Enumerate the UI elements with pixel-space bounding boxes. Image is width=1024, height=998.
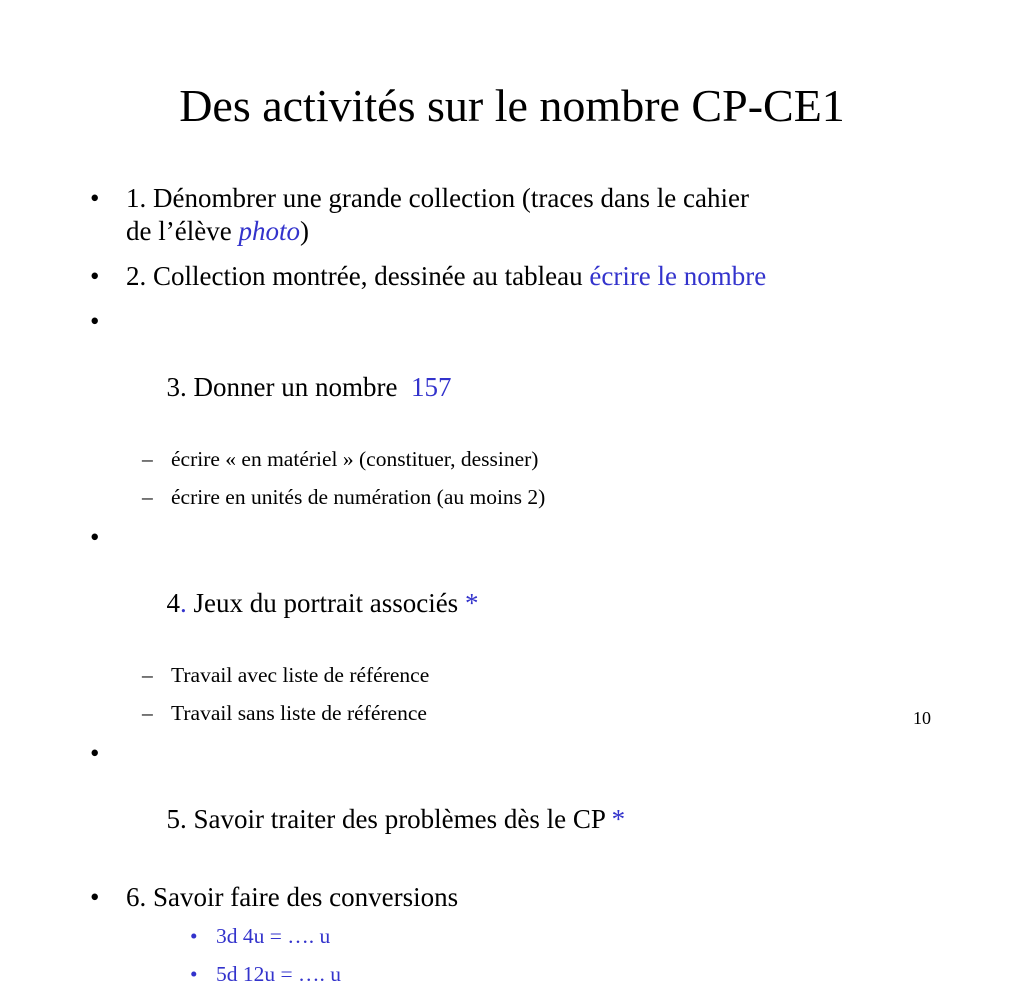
bullet-item-6 [90, 881, 960, 914]
sub-sub-item-6-1-text: 3d 4u = …. u [216, 924, 331, 948]
bullet-item-1-line2-prefix: de l’élève [126, 216, 239, 246]
sub-sub-item-6-2 [90, 960, 960, 988]
ecrire-le-nombre-link[interactable]: écrire le nombre [589, 261, 767, 291]
bullet-item-2-text: 2. Collection montrée, dessinée au tableau [126, 261, 590, 291]
sub-item-4-2-text: Travail sans liste de référence [171, 701, 427, 725]
dash-icon: – [142, 663, 153, 687]
sub-item-4-2 [90, 699, 960, 727]
bullet-dot-icon: • [90, 738, 100, 768]
bullet-dot-icon: • [90, 261, 100, 291]
bullet-dot-icon: • [90, 522, 100, 552]
sub-item-3-1 [90, 445, 960, 473]
sub-item-4-1-text: Travail avec liste de référence [171, 663, 430, 687]
bullet-item-2 [90, 260, 960, 293]
dash-icon: – [142, 485, 153, 509]
bullet-item-4-dot: . [180, 588, 187, 618]
problems-asterisk-link[interactable]: * [611, 804, 626, 834]
sub-item-4-1 [90, 661, 960, 689]
bullet-item-6-text: 6. Savoir faire des conversions [126, 882, 459, 912]
bullet-item-5 [90, 737, 960, 869]
slide-title: Des activités sur le nombre CP-CE1 [179, 80, 845, 131]
number-157-link[interactable]: 157 [410, 372, 452, 402]
bullet-item-3 [90, 305, 960, 437]
sub-item-3-1-text: écrire « en matériel » (constituer, dessiner) [171, 447, 539, 471]
bullet-item-4 [90, 521, 960, 653]
page-number: 10 [913, 708, 931, 728]
sub-item-3-2-text: écrire en unités de numération (au moins 2) [171, 485, 546, 509]
photo-link[interactable]: photo [238, 216, 300, 246]
sub-sub-item-6-2-text: 5d 12u = …. u [216, 962, 342, 986]
portrait-asterisk-link[interactable]: * [464, 588, 479, 618]
sub-sub-item-6-1 [90, 922, 960, 950]
bullet-dot-icon: • [190, 962, 198, 986]
dash-icon: – [142, 447, 153, 471]
bullet-item-1-line2-suffix: ) [299, 216, 309, 246]
bullet-dot-icon: • [90, 306, 100, 336]
bullet-item-5-text: 5. Savoir traiter des problèmes dès le CP [166, 804, 612, 834]
sub-item-3-2 [90, 483, 960, 511]
bullet-item-1 [90, 182, 960, 248]
bullet-dot-icon: • [190, 924, 198, 948]
bullet-dot-icon: • [90, 882, 100, 912]
dash-icon: – [142, 701, 153, 725]
bullet-item-4-num: 4 [166, 588, 180, 618]
bullet-item-1-line1: 1. Dénombrer une grande collection (traces dans le cahier [126, 183, 749, 213]
bullet-item-4-text: Jeux du portrait associés [186, 588, 465, 618]
bullet-list [90, 182, 960, 998]
bullet-item-3-text: 3. Donner un nombre [166, 372, 411, 402]
bullet-dot-icon: • [90, 183, 100, 213]
